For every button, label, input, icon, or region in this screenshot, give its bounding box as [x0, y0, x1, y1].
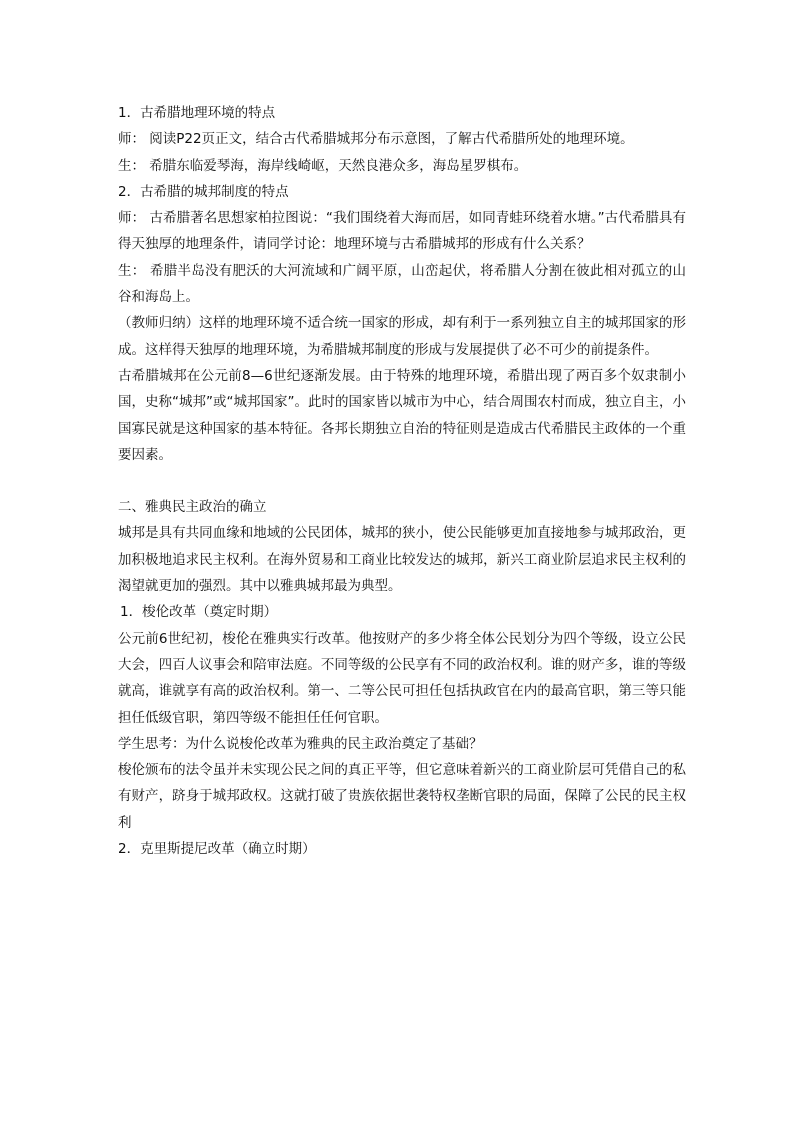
solon-reform-paragraph: 公元前6世纪初，梭伦在雅典实行改革。他按财产的多少将全体公民划分为四个等级，设立公民大会，四百人议事会和陪审法庭。不同等级的公民享有不同的政治权利。谁的财产多，谁的等级就高，谁就享有高的政治权利。第一、二等公民可担任包括执政官在内的最高官职，第三等只能担任低级官职，第四等级不能担任任何官职。 — [118, 630, 686, 726]
student-answer: 生： 希腊半岛没有肥沃的大河流域和广阔平原，山峦起伏，将希腊人分割在彼此相对孤立的山谷和海岛上。 — [118, 262, 686, 306]
teacher-question: 师： 古希腊著名思想家柏拉图说：“我们围绕着大海而居，如同青蛙环绕着水塘。”古代希腊具有得天独厚的地理条件，请同学讨论：地理环境与古希腊城邦的形成有什么关系？ — [118, 210, 686, 253]
document-body — [118, 100, 686, 862]
teacher-line: 师： 阅读P22页正文，结合古代希腊城邦分布示意图，了解古代希腊所处的地理环境。 — [118, 131, 634, 148]
student-line: 生： 希腊东临爱琴海，海岸线崎岖，天然良港众多，海岛星罗棋布。 — [118, 157, 528, 174]
subheading-cleisthenes-reform: 2．克里斯提尼改革（确立时期） — [118, 841, 316, 858]
teacher-summary: （教师归纳）这样的地理环境不适合统一国家的形成，却有利于一系列独立自主的城邦国家的形成。这样得天独厚的地理环境，为希腊城邦制度的形成与发展提供了必不可少的前提条件。 — [118, 315, 686, 358]
section-heading-city-state: 2．古希腊的城邦制度的特点 — [118, 183, 289, 200]
athens-intro-paragraph: 城邦是具有共同血缘和地域的公民团体，城邦的狭小，使公民能够更加直接地参与城邦政治，更加积极地追求民主权利。在海外贸易和工商业比较发达的城邦，新兴工商业阶层追求民主权利的渴望就更加的强烈。其中以雅典城邦最为典型。 — [118, 525, 686, 595]
solon-answer-paragraph: 梭伦颁布的法令虽并未实现公民之间的真正平等，但它意味着新兴的工商业阶层可凭借自己的私有财产，跻身于城邦政权。这就打破了贵族依据世袭特权垄断官职的局面，保障了公民的民主权利 — [118, 762, 686, 831]
city-state-paragraph: 古希腊城邦在公元前8—6世纪逐渐发展。由于特殊的地理环境，希腊出现了两百多个奴隶制小国，史称“城邦”或“城邦国家”。此时的国家皆以城市为中心，结合周围农村而成，独立自主，小国寡民就是这种国家的基本特征。各邦长期独立自治的特征则是造成古代希腊民主政体的一个重要因素。 — [118, 367, 686, 463]
subheading-solon-reform: 1．梭伦改革（奠定时期） — [120, 604, 278, 621]
section-heading-geography: 1．古希腊地理环境的特点 — [118, 105, 276, 121]
part-heading-athenian-democracy: 二、雅典民主政治的确立 — [118, 499, 267, 516]
student-thinking-question: 学生思考：为什么说梭伦改革为雅典的民主政治奠定了基础？ — [118, 735, 483, 752]
section-spacer — [118, 468, 686, 494]
